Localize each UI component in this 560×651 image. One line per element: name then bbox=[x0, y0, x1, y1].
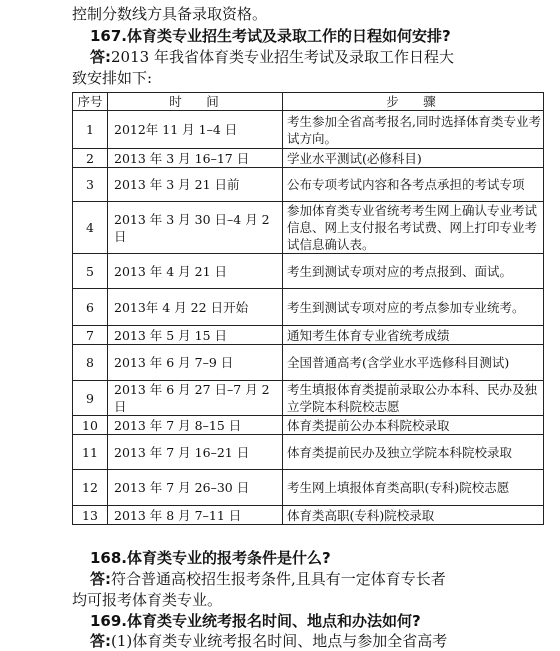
row-step: 考生填报体育类提前录取公办本科、民办及独立学院本科院校志愿 bbox=[283, 381, 544, 416]
question-169-heading: 169.体育类专业统考报名时间、地点和办法如何? bbox=[90, 612, 421, 630]
row-number: 1 bbox=[73, 111, 108, 149]
table-row bbox=[73, 381, 544, 416]
question-168-heading: 168.体育类专业的报考条件是什么? bbox=[90, 549, 331, 567]
answer-text: 符合普通高校招生报考条件,且具有一定体育专长者 bbox=[111, 570, 446, 588]
answer-label: 答: bbox=[90, 570, 111, 588]
answer-169-line-1 bbox=[90, 631, 447, 651]
answer-text: 2013 年我省体育类专业招生考试及录取工作日程大 bbox=[111, 48, 454, 66]
row-number: 5 bbox=[73, 254, 108, 289]
table-row bbox=[73, 149, 544, 168]
table-header-row bbox=[73, 93, 544, 111]
table-row bbox=[73, 202, 544, 254]
row-step: 考生网上填报体育类高职(专科)院校志愿 bbox=[283, 470, 544, 506]
paragraph-line: 控制分数线方具备录取资格。 bbox=[72, 5, 268, 23]
row-time: 2013 年 6 月 7–9 日 bbox=[108, 345, 283, 381]
row-step: 体育类提前民办及独立学院本科院校录取 bbox=[283, 435, 544, 470]
row-number: 6 bbox=[73, 289, 108, 326]
table-row bbox=[73, 168, 544, 202]
row-number: 8 bbox=[73, 345, 108, 381]
table-row bbox=[73, 345, 544, 381]
answer-167-line-2: 致安排如下: bbox=[72, 69, 153, 87]
schedule-table bbox=[72, 92, 544, 525]
table-row bbox=[73, 111, 544, 149]
row-time: 2013 年 7 月 16–21 日 bbox=[108, 435, 283, 470]
row-step: 公布专项考试内容和各考点承担的考试专项 bbox=[283, 168, 544, 202]
row-step: 考生参加全省高考报名,同时选择体育类专业考试方向。 bbox=[283, 111, 544, 149]
header-number: 序号 bbox=[73, 93, 108, 111]
table-row bbox=[73, 416, 544, 435]
answer-label: 答: bbox=[90, 48, 111, 66]
table-row bbox=[73, 254, 544, 289]
row-number: 2 bbox=[73, 149, 108, 168]
row-time: 2013 年 6 月 27 日–7 月 2 日 bbox=[108, 381, 283, 416]
row-number: 12 bbox=[73, 470, 108, 506]
header-step: 步 骤 bbox=[283, 93, 544, 111]
row-time: 2013 年 7 月 26–30 日 bbox=[108, 470, 283, 506]
table-row bbox=[73, 289, 544, 326]
answer-label: 答: bbox=[90, 632, 111, 650]
row-time: 2013 年 8 月 7–11 日 bbox=[108, 506, 283, 525]
header-time: 时 间 bbox=[108, 93, 283, 111]
row-time: 2013 年 5 月 15 日 bbox=[108, 326, 283, 345]
row-step: 通知考生体育专业省统考成绩 bbox=[283, 326, 544, 345]
row-step: 考生到测试专项对应的考点参加专业统考。 bbox=[283, 289, 544, 326]
row-time: 2013年 4 月 22 日开始 bbox=[108, 289, 283, 326]
answer-168-line-2: 均可报考体育类专业。 bbox=[72, 591, 223, 609]
row-time: 2013 年 3 月 16–17 日 bbox=[108, 149, 283, 168]
answer-168-line-1 bbox=[90, 569, 446, 589]
question-167-heading: 167.体育类专业招生考试及录取工作的日程如何安排? bbox=[90, 27, 451, 45]
row-step: 参加体育类专业省统考考生网上确认专业考试信息、网上支付报名考试费、网上打印专业考试信息确认表。 bbox=[283, 202, 544, 254]
row-step: 体育类高职(专科)院校录取 bbox=[283, 506, 544, 525]
row-time: 2013 年 4 月 21 日 bbox=[108, 254, 283, 289]
row-step: 全国普通高考(含学业水平选修科目测试) bbox=[283, 345, 544, 381]
row-number: 4 bbox=[73, 202, 108, 254]
table-row bbox=[73, 326, 544, 345]
row-step: 考生到测试专项对应的考点报到、面试。 bbox=[283, 254, 544, 289]
row-step: 学业水平测试(必修科目) bbox=[283, 149, 544, 168]
row-number: 13 bbox=[73, 506, 108, 525]
row-number: 10 bbox=[73, 416, 108, 435]
table-row bbox=[73, 435, 544, 470]
row-time: 2013 年 7 月 8–15 日 bbox=[108, 416, 283, 435]
row-time: 2012年 11 月 1–4 日 bbox=[108, 111, 283, 149]
answer-167-line-1 bbox=[90, 47, 454, 67]
answer-text: (1)体育类专业统考报名时间、地点与参加全省高考 bbox=[111, 632, 448, 650]
row-number: 3 bbox=[73, 168, 108, 202]
table-row bbox=[73, 506, 544, 525]
row-number: 9 bbox=[73, 381, 108, 416]
row-number: 11 bbox=[73, 435, 108, 470]
row-time: 2013 年 3 月 30 日–4 月 2 日 bbox=[108, 202, 283, 254]
table-row bbox=[73, 470, 544, 506]
row-number: 7 bbox=[73, 326, 108, 345]
row-time: 2013 年 3 月 21 日前 bbox=[108, 168, 283, 202]
row-step: 体育类提前公办本科院校录取 bbox=[283, 416, 544, 435]
